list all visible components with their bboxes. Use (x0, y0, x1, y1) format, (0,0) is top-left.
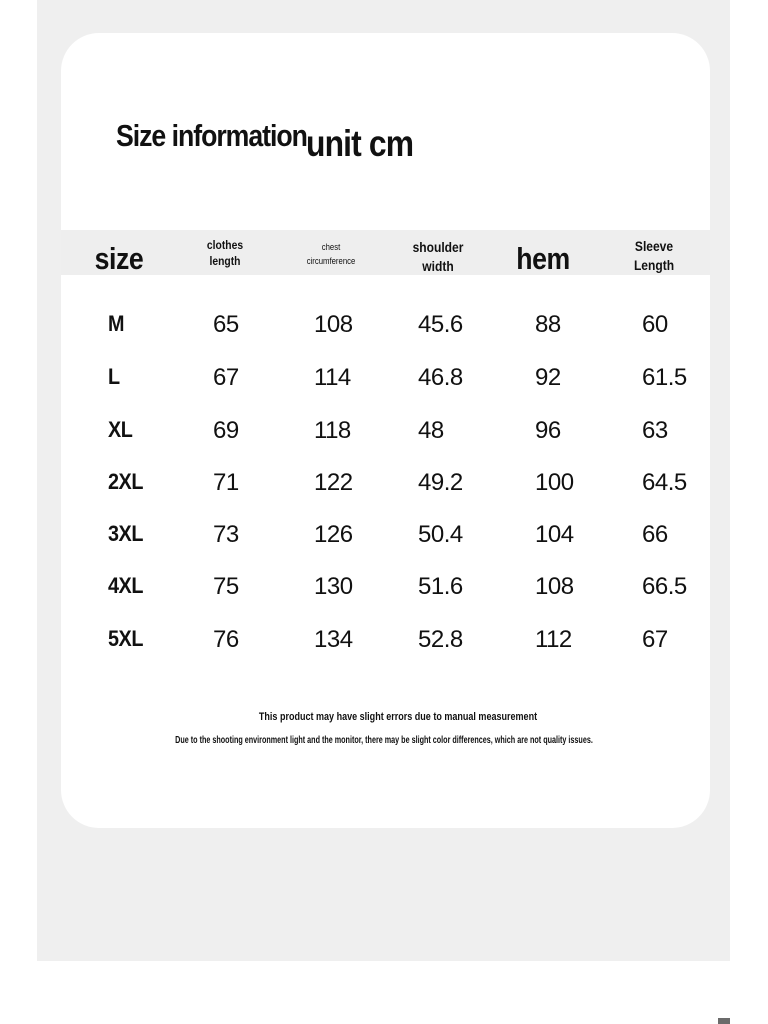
cell-shoulder: 49.2 (418, 469, 463, 496)
header-clothes-length: clothes length (206, 238, 244, 269)
table-row (0, 311, 768, 351)
table-row (0, 469, 768, 509)
cell-sleeve: 60 (642, 311, 668, 338)
table-row (0, 521, 768, 561)
cell-chest: 130 (314, 573, 353, 600)
cell-size: 4XL (108, 573, 143, 598)
cell-chest: 114 (314, 364, 351, 391)
corner-mark (718, 1018, 730, 1024)
header-size: size (94, 241, 144, 276)
cell-chest: 108 (314, 311, 353, 338)
cell-hem: 100 (535, 469, 574, 496)
cell-length: 65 (213, 311, 239, 338)
cell-shoulder: 48 (418, 417, 444, 444)
cell-length: 76 (213, 626, 239, 653)
cell-hem: 104 (535, 521, 574, 548)
cell-sleeve: 66.5 (642, 573, 687, 600)
header-sleeve-length: Sleeve Length (633, 238, 675, 273)
cell-size: 2XL (108, 469, 143, 494)
header-shoulder-width: shoulder width (412, 239, 464, 274)
header-chest-circumference: chest circumference (306, 242, 356, 267)
cell-sleeve: 61.5 (642, 364, 687, 391)
cell-shoulder: 51.6 (418, 573, 463, 600)
table-row (0, 364, 768, 404)
cell-size: M (108, 311, 125, 336)
cell-hem: 92 (535, 364, 561, 391)
table-header (61, 230, 710, 275)
cell-sleeve: 67 (642, 626, 668, 653)
cell-shoulder: 46.8 (418, 364, 463, 391)
cell-length: 69 (213, 417, 239, 444)
cell-length: 67 (213, 364, 239, 391)
cell-length: 75 (213, 573, 239, 600)
cell-hem: 88 (535, 311, 561, 338)
page-title: Size information (116, 118, 307, 153)
cell-chest: 134 (314, 626, 353, 653)
cell-shoulder: 45.6 (418, 311, 463, 338)
cell-size: L (108, 364, 120, 389)
color-note: Due to the shooting environment light and the monitor, there may be slight color differences, which are not quality issues. (175, 735, 593, 746)
cell-sleeve: 63 (642, 417, 668, 444)
unit-label: unit cm (306, 123, 414, 164)
cell-size: 5XL (108, 626, 143, 651)
cell-length: 71 (213, 469, 239, 496)
cell-chest: 126 (314, 521, 353, 548)
cell-size: XL (108, 417, 133, 442)
table-row (0, 417, 768, 457)
cell-hem: 112 (535, 626, 572, 653)
cell-hem: 96 (535, 417, 561, 444)
cell-sleeve: 64.5 (642, 469, 687, 496)
measurement-note: This product may have slight errors due to manual measurement (258, 711, 538, 723)
cell-sleeve: 66 (642, 521, 668, 548)
table-row (0, 573, 768, 613)
header-hem: hem (516, 241, 570, 276)
cell-length: 73 (213, 521, 239, 548)
cell-shoulder: 52.8 (418, 626, 463, 653)
cell-chest: 122 (314, 469, 353, 496)
table-row (0, 626, 768, 666)
cell-chest: 118 (314, 417, 351, 444)
cell-shoulder: 50.4 (418, 521, 463, 548)
cell-size: 3XL (108, 521, 143, 546)
cell-hem: 108 (535, 573, 574, 600)
